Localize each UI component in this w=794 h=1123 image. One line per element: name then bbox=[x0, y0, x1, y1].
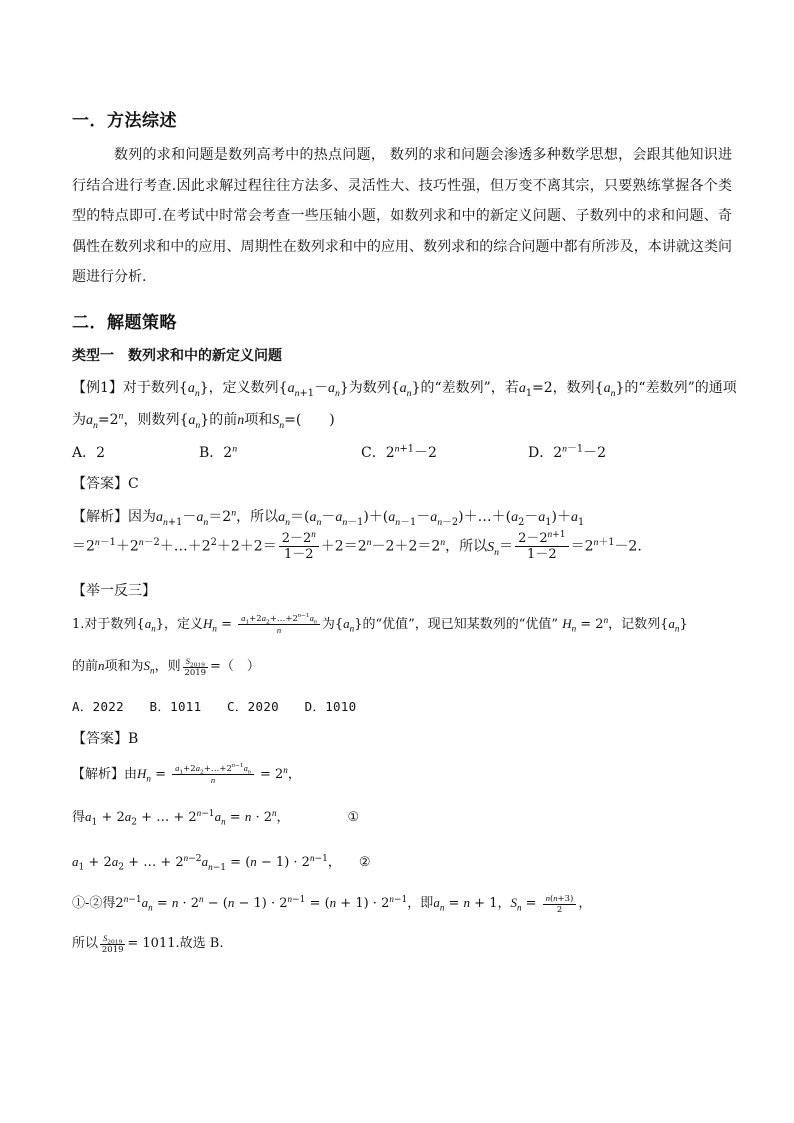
equation-marker-1: ① bbox=[347, 810, 360, 825]
practice-q1-line1: 1.对于数列$\{a_n\}$，定义$H_n$ = $\frac{a_1+2a_2+\dots+2^{n-1}a_n}{n}$ 为$\{a_n\}$的“优值”，现已知某数列的“优值” $H_n = 2^n$，记数列$\{a_n\}$ bbox=[72, 612, 688, 635]
example1-analysis-line1: 【解析】因为$a_{n+1}-a_n=2^n$，所以$a_n=(a_n-a_{n-1})+(a_{n-1}-a_{n-2})+\dots+(a_2-a_1)+a_1$ bbox=[72, 507, 585, 528]
practice-analysis-step1: 得$a_1 + 2a_2$ + … + $2^{n-1}a_n = n \cdot 2^n$， ① bbox=[72, 807, 360, 828]
example1-choices bbox=[72, 442, 732, 462]
example1-analysis-line2: $=2^{n-1}+2^{n-2}+\dots+2^2+2+2=$ $\frac{2-2^n}{1-2}$ $+2=2^n-2+2=2^n$，所以$S_n=$ $\frac{2-2^{n+1}}{1-2}$ $=2^{n+1}-2$. bbox=[72, 528, 642, 562]
practice-analysis-step3: ①-②得$2^{n-1}a_n = n \cdot 2^n - (n - 1) \cdot 2^{n-1} = (n + 1) \cdot 2^{n-1}$，即$a_n = n + 1$，$S_n$ = $\frac{n(n+3)}{2}$ ， bbox=[72, 892, 592, 915]
practice-analysis-line1: 【解析】由$H_n$ = $\frac{a_1+2a_2+\dots+2^{n-1}a_n}{n}$ = $2^n$， bbox=[72, 762, 301, 785]
practice-analysis-step2: $a_1 + 2a_2$ + … + $2^{n-2}a_{n-1} = (n - 1) \cdot 2^{n-1}$， ② bbox=[72, 852, 371, 873]
practice-answer: 【答案】B bbox=[72, 731, 139, 747]
section-heading-strategy: 二．解题策略 bbox=[72, 313, 177, 333]
equation-marker-2: ② bbox=[358, 855, 371, 870]
example1-answer: 【答案】C bbox=[72, 476, 139, 492]
practice-q1-choices: A．2022 B．1011 C．2020 D．1010 bbox=[72, 699, 357, 714]
example1-stem-line2: 为$a_n=2^n$，则数列$\{a_n\}$的前n项和$S_n=$( ) bbox=[72, 410, 335, 431]
choice-b: B．2$^n$ bbox=[199, 443, 238, 461]
practice-analysis-final: 所以 $\frac{S_{2019}}{2019}$ = 1011.故选 B. bbox=[72, 932, 224, 955]
example1-stem-line1: 【例1】对于数列$\{a_n\}$，定义数列$\{a_{n+1}-a_n\}$为数列$\{a_n\}$的“差数列”，若$a_1=2$，数列$\{a_n\}$的“差数列”的通项 bbox=[72, 380, 737, 399]
type-heading: 类型一 数列求和中的新定义问题 bbox=[72, 348, 282, 364]
practice-header: 【举一反三】 bbox=[72, 583, 156, 599]
section-heading-method-overview: 一．方法综述 bbox=[72, 111, 177, 131]
example-label: 【例1】 bbox=[72, 380, 123, 396]
choice-d: D．$2^{n-1}-2$ bbox=[528, 443, 606, 461]
practice-q1-line2: 的前n项和为$S_n$，则 $\frac{S_{2019}}{2019}$ =（ ） bbox=[72, 655, 260, 678]
overview-paragraph: 数列的求和问题是数列高考中的热点问题， 数列的求和问题会渗透多种数学思想，会跟其他知识进行结合进行考查.因此求解过程往往方法多、灵活性大、技巧性强，但万变不离其宗，只要熟练掌握各个类型的特点即可.在考试中时常会考查一些压轴小题，如数列求和中的新定义问题、子数列中的求和问题、奇偶性在数列求和中的应用、周期性在数列求和中的应用、数列求和的综合问题中都有所涉及，本讲就这类问题进行分析. bbox=[72, 147, 732, 285]
choice-c: C．$2^{n+1}-2$ bbox=[361, 443, 437, 461]
choice-a: A．2 bbox=[72, 445, 106, 461]
